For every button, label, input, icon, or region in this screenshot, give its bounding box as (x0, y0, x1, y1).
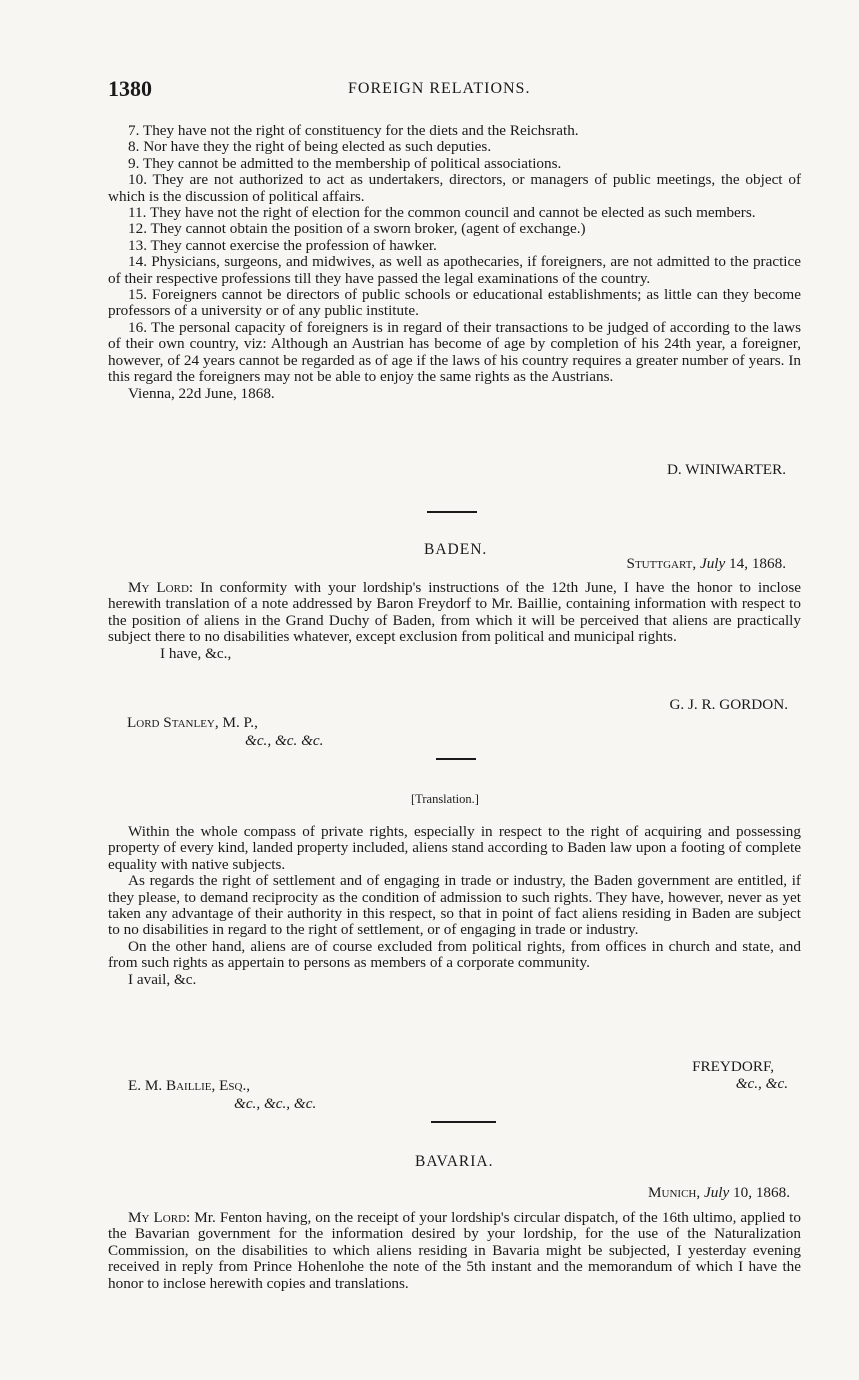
dateline-rest: 10, 1868. (733, 1184, 790, 1201)
list-item: 9. They cannot be admitted to the membership of political associations. (128, 154, 562, 172)
translation-text (108, 824, 801, 988)
dateline-rest: 14, 1868. (729, 555, 786, 572)
signature-gordon: G. J. R. GORDON. (669, 696, 788, 713)
dateline-place: Stuttgart, (626, 555, 697, 572)
body-text: In conformity with your lordship's instructions of the 12th June, I have the honor to inclose herewith translation of a note addressed by Baron Freydorf to Mr. Baillie, containing information with respect to the position of aliens in the Grand Duchy of Baden, from which it will be perceived that aliens are practically subject there to no disabilities whatever, except exclusion from political and municipal rights. (108, 579, 801, 646)
list-item: 16. The personal capacity of foreigners is in regard of their transactions to be judged of according to the laws of their own country, viz: Although an Austrian has become of age by completion of his 24th year, a foreigner, however, of 24 years cannot be regarded as of age if the laws of his country requires a greater number of years. In this regard the foreigners may not be able to enjoy the same rights as the Austrians. (108, 318, 801, 386)
section-heading-bavaria: BAVARIA. (415, 1153, 494, 1170)
austria-disabilities-list (108, 123, 801, 402)
paragraph: As regards the right of settlement and of engaging in trade or industry, the Baden government are entitled, if they please, to demand reciprocity as the condition of admission to such rights. They have, however, never as yet taken any advantage of their authority in this respect, so that in point of fact aliens residing in Baden are subject to no disabilities in regard to the right of settlement, or of engaging in trade or industry. (108, 872, 801, 939)
closing: I avail, &c. (128, 970, 197, 988)
signature-etc: &c., &c. (735, 1075, 788, 1092)
list-item: 13. They cannot exercise the profession of hawker. (128, 236, 437, 254)
list-item: 7. They have not the right of constituency for the diets and the Reichsrath. (128, 122, 579, 139)
closing: I have, &c., (160, 644, 232, 662)
salutation: My Lord: (128, 1209, 191, 1226)
signature-winiwarter: D. WINIWARTER. (666, 461, 786, 478)
list-item: 11. They have not the right of election for the common council and cannot be elected as such members. (128, 204, 756, 222)
dateline-month: July (703, 1184, 730, 1201)
section-divider (431, 1121, 496, 1123)
paragraph: Within the whole compass of private rights, especially in respect to the right of acquiring and possessing property of every kind, landed property included, aliens stand according to Baden law upon a footing of complete equality with native subjects. (108, 823, 801, 873)
page-header (108, 76, 798, 104)
list-item: 14. Physicians, surgeons, and midwives, as well as apothecaries, if foreigners, are not admitted to the practice of their respective professions till they have passed the legal examinations of the country. (108, 253, 801, 287)
dateline-munich (648, 1185, 790, 1201)
dateline-place: Munich, (648, 1184, 701, 1201)
list-item: 8. Nor have they the right of being elected as such deputies. (128, 138, 492, 156)
addressee-stanley (127, 715, 258, 731)
section-divider (427, 511, 477, 513)
addressee-name: Lord Stanley, M. P., (127, 714, 258, 731)
signature-freydorf: FREYDORF, (692, 1058, 774, 1075)
salutation: My Lord: (128, 579, 194, 596)
dateline-stuttgart (627, 556, 786, 572)
addressee-name: E. M. Baillie, Esq., (128, 1077, 251, 1094)
section-heading-baden: BADEN. (424, 541, 488, 558)
page-number: 1380 (108, 76, 152, 101)
place-date: Vienna, 22d June, 1868. (128, 384, 275, 402)
bavaria-letter (108, 1210, 801, 1292)
list-item: 12. They cannot obtain the position of a sworn broker, (agent of exchange.) (128, 220, 586, 238)
letter-body (108, 580, 801, 646)
list-item: 10. They are not authorized to act as undertakers, directors, or managers of public meetings, the object of which is the discussion of political affairs. (108, 171, 801, 205)
running-title: FOREIGN RELATIONS. (348, 80, 531, 97)
addressee-etc: &c., &c. &c. (245, 732, 324, 749)
paragraph: On the other hand, aliens are of course excluded from political rights, from offices in church and state, and from such rights as appertain to persons as members of a corporate community. (108, 937, 801, 972)
addressee-etc: &c., &c., &c. (234, 1095, 317, 1112)
baden-letter (108, 580, 801, 662)
addressee-baillie (128, 1078, 250, 1094)
section-divider (436, 758, 476, 760)
body-text: Mr. Fenton having, on the receipt of your lordship's circular dispatch, of the 16th ultimo, applied to the Bavarian government for the information desired by your lordship, for the use of the Naturalization Commission, on the disabilities to which aliens residing in Bavaria might be subjected, I yesterday evening received in reply from Prince Hohenlohe the note of the 5th instant and the memorandum of which I have the honor to inclose herewith copies and translations. (108, 1209, 802, 1292)
translation-label: [Translation.] (411, 792, 479, 806)
letter-body (108, 1210, 801, 1292)
dateline-month: July (699, 555, 726, 572)
list-item: 15. Foreigners cannot be directors of public schools or educational establishments; as little can they become professors of a university or of any public institute. (108, 286, 801, 320)
